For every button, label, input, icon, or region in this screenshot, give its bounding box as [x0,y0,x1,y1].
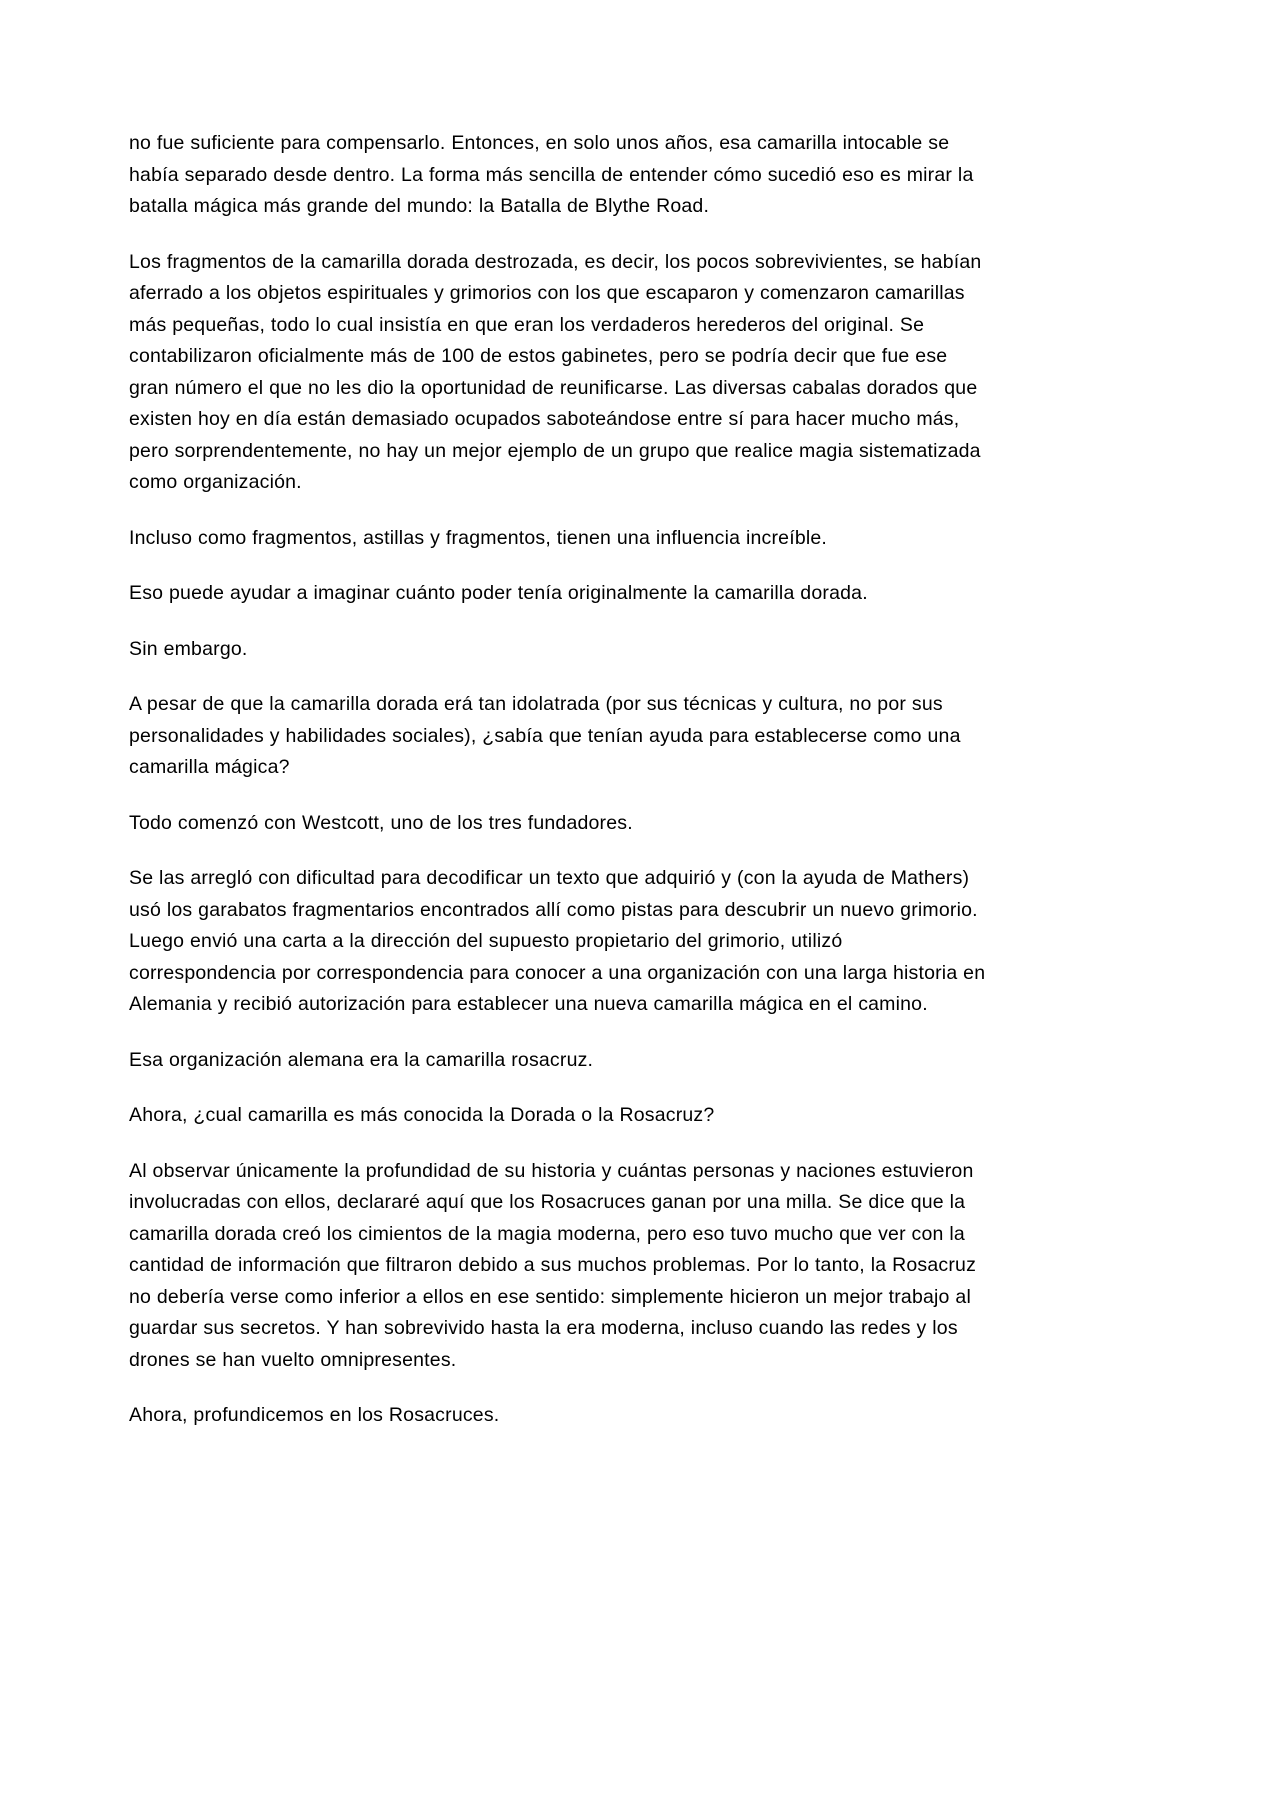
paragraph: Al observar únicamente la profundidad de su historia y cuántas personas y naciones estuvieron involucradas con ellos, declararé aquí que los Rosacruces ganan por una milla. Se dice que la camarilla dorada creó los cimientos de la magia moderna, pero eso tuvo mucho que ver con la cantidad de información que filtraron debido a sus muchos problemas. Por lo tanto, la Rosacruz no debería verse como inferior a ellos en ese sentido: simplemente hicieron un mejor trabajo al guardar sus secretos. Y han sobrevivido hasta la era moderna, incluso cuando las redes y los drones se han vuelto omnipresentes. [129,1159,977,1371]
paragraph: Esa organización alemana era la camarilla rosacruz. [129,1048,594,1071]
document-body [129,128,987,1432]
paragraph: Eso puede ayudar a imaginar cuánto poder tenía originalmente la camarilla dorada. [129,582,868,604]
paragraph: Sin embargo. [129,637,248,660]
paragraph: Todo comenzó con Westcott, uno de los tres fundadores. [129,811,633,834]
paragraph: A pesar de que la camarilla dorada erá tan idolatrada (por sus técnicas y cultura, no por sus personalidades y habilidades sociales), ¿sabía que tenían ayuda para establecerse como una camarilla mágica? [129,693,961,778]
paragraph: Incluso como fragmentos, astillas y fragmentos, tienen una influencia increíble. [129,526,828,549]
paragraph: Los fragmentos de la camarilla dorada destrozada, es decir, los pocos sobrevivientes, se habían aferrado a los objetos espirituales y grimorios con los que escaparon y comenzaron camarillas más pequeñas, todo lo cual insistía en que eran los verdaderos herederos del original. Se contabilizaron oficialmente más de 100 de estos gabinetes, pero se podría decir que fue ese gran número el que no les dio la oportunidad de reunificarse. Las diversas cabalas dorados que existen hoy en día están demasiado ocupados saboteándose entre sí para hacer mucho más, pero sorprendentemente, no hay un mejor ejemplo de un grupo que realice magia sistematizada como organización. [129,250,982,493]
paragraph: Ahora, profundicemos en los Rosacruces. [129,1404,500,1426]
paragraph: no fue suficiente para compensarlo. Entonces, en solo unos años, esa camarilla intocable se había separado desde dentro. La forma más sencilla de entender cómo sucedió eso es mirar la batalla mágica más grande del mundo: la Batalla de Blythe Road. [129,132,974,217]
paragraph: Se las arregló con dificultad para decodificar un texto que adquirió y (con la ayuda de Mathers) usó los garabatos fragmentarios encontrados allí como pistas para descubrir un nuevo grimorio. Luego envió una carta a la dirección del supuesto propietario del grimorio, utilizó correspondencia por correspondencia para conocer a una organización con una larga historia en Alemania y recibió autorización para establecer una nueva camarilla mágica en el camino. [129,867,986,1015]
paragraph: Ahora, ¿cual camarilla es más conocida la Dorada o la Rosacruz? [129,1104,715,1126]
